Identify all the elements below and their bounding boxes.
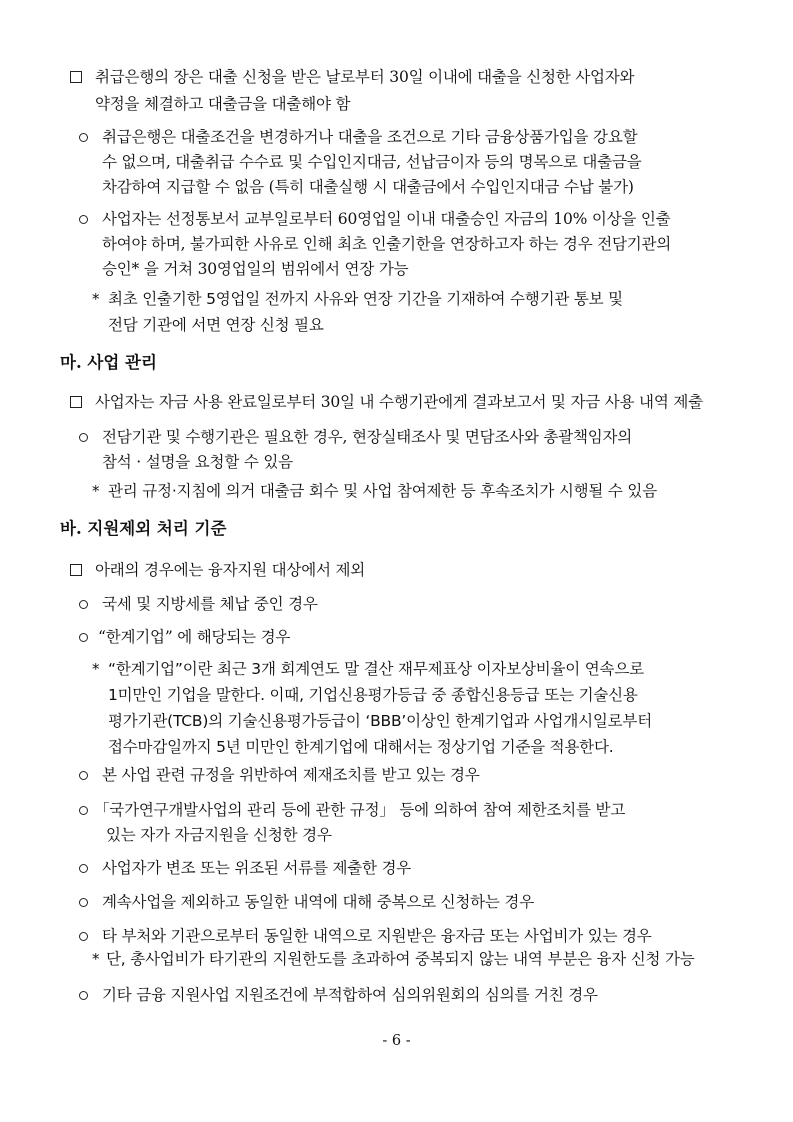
text-line: 취급은행은 대출조건을 변경하거나 대출을 조건으로 기타 금융상품가입을 강요할 [102,128,638,146]
text-line: 타 부처와 기관으로부터 동일한 내역으로 지원받은 융자금 또는 사업비가 있는 경우 [102,927,652,945]
text-line: 취급은행의 장은 대출 신청을 받은 날로부터 30일 이내에 대출을 신청한 사업자와 [95,68,635,86]
text-line: 계속사업을 제외하고 동일한 내역에 대해 중복으로 신청하는 경우 [102,893,534,911]
section-heading-ba: 바. 지원제외 처리 기준 [60,519,227,538]
text-line: 차감하여 지급할 수 없음 (특히 대출실행 시 대출금에서 수입인지대금 수납 불가) [102,178,634,196]
text-line: 「국가연구개발사업의 관리 등에 관한 규정」 등에 의하여 참여 제한조치를 받고 [94,801,626,819]
text-line: 기타 금융 지원사업 지원조건에 부적합하여 심의위원회의 심의를 거친 경우 [102,986,598,1004]
note-line: “한계기업”이란 최근 3개 회계연도 말 결산 재무제표상 이자보상비율이 연속으로 [108,660,644,678]
text-line: 승인* 을 거쳐 30영업일의 범위에서 연장 가능 [102,260,409,278]
asterisk-icon: * [92,482,100,500]
page-number: - 6 - [382,1033,411,1049]
asterisk-icon: * [92,950,100,968]
text-line: 본 사업 관련 규정을 위반하여 제재조치를 받고 있는 경우 [102,766,480,784]
circle-bullet-icon [79,771,88,780]
text-line: 참석 · 설명을 요청할 수 있음 [102,453,293,471]
note-line: 관리 규정·지침에 의거 대출금 회수 및 사업 참여제한 등 후속조치가 시행될 수 있음 [108,482,657,500]
note-line: 최초 인출기한 5영업일 전까지 사유와 연장 기간을 기재하여 수행기관 통보 및 [108,290,623,308]
circle-bullet-icon [79,215,88,224]
note-line: 단, 총사업비가 타기관의 지원한도를 초과하여 중복되지 않는 내역 부분은 융자 신청 가능 [106,950,695,968]
text-line: 약정을 체결하고 대출금을 대출해야 함 [95,95,351,113]
circle-bullet-icon [79,600,88,609]
text-line: 사업자는 선정통보서 교부일로부터 60영업일 이내 대출승인 자금의 10% 이상을 인출 [102,210,671,228]
square-bullet-icon [70,396,82,408]
text-line: 아래의 경우에는 융자지원 대상에서 제외 [95,561,366,579]
circle-bullet-icon [79,864,88,873]
note-line: 접수마감일까지 5년 미만인 한계기업에 대해서는 정상기업 기준을 적용한다. [108,738,614,756]
note-line: 1미만인 기업을 말한다. 이때, 기업신용평가등급 중 종합신용등급 또는 기술신용 [108,686,638,704]
square-bullet-icon [70,564,82,576]
text-line: 하여야 하며, 불가피한 사유로 인해 최초 인출기한을 연장하고자 하는 경우 전담기관의 [102,235,672,253]
note-line: 평가기관(TCB)의 기술신용평가등급이 ‘BBB’이상인 한계기업과 사업개시일로부터 [108,712,652,730]
circle-bullet-icon [79,806,88,815]
circle-bullet-icon [79,433,88,442]
text-line: “한계기업” 에 해당되는 경우 [98,628,291,646]
circle-bullet-icon [79,633,88,642]
text-line: 수 없으며, 대출취급 수수료 및 수입인지대금, 선납금이자 등의 명목으로 대출금을 [102,153,642,171]
circle-bullet-icon [79,898,88,907]
text-line: 사업자는 자금 사용 완료일로부터 30일 내 수행기관에게 결과보고서 및 자금 사용 내역 제출 [95,393,703,411]
section-heading-ma: 마. 사업 관리 [60,353,157,372]
circle-bullet-icon [79,133,88,142]
text-line: 있는 자가 자금지원을 신청한 경우 [106,826,332,844]
circle-bullet-icon [79,991,88,1000]
text-line: 전담기관 및 수행기관은 필요한 경우, 현장실태조사 및 면담조사와 총괄책임자의 [102,428,633,446]
text-line: 국세 및 지방세를 체납 중인 경우 [102,595,318,613]
note-line: 전담 기관에 서면 연장 신청 필요 [108,316,324,334]
asterisk-icon: * [92,660,100,678]
square-bullet-icon [70,71,82,83]
circle-bullet-icon [79,932,88,941]
asterisk-icon: * [92,290,100,308]
text-line: 사업자가 변조 또는 위조된 서류를 제출한 경우 [102,859,412,877]
